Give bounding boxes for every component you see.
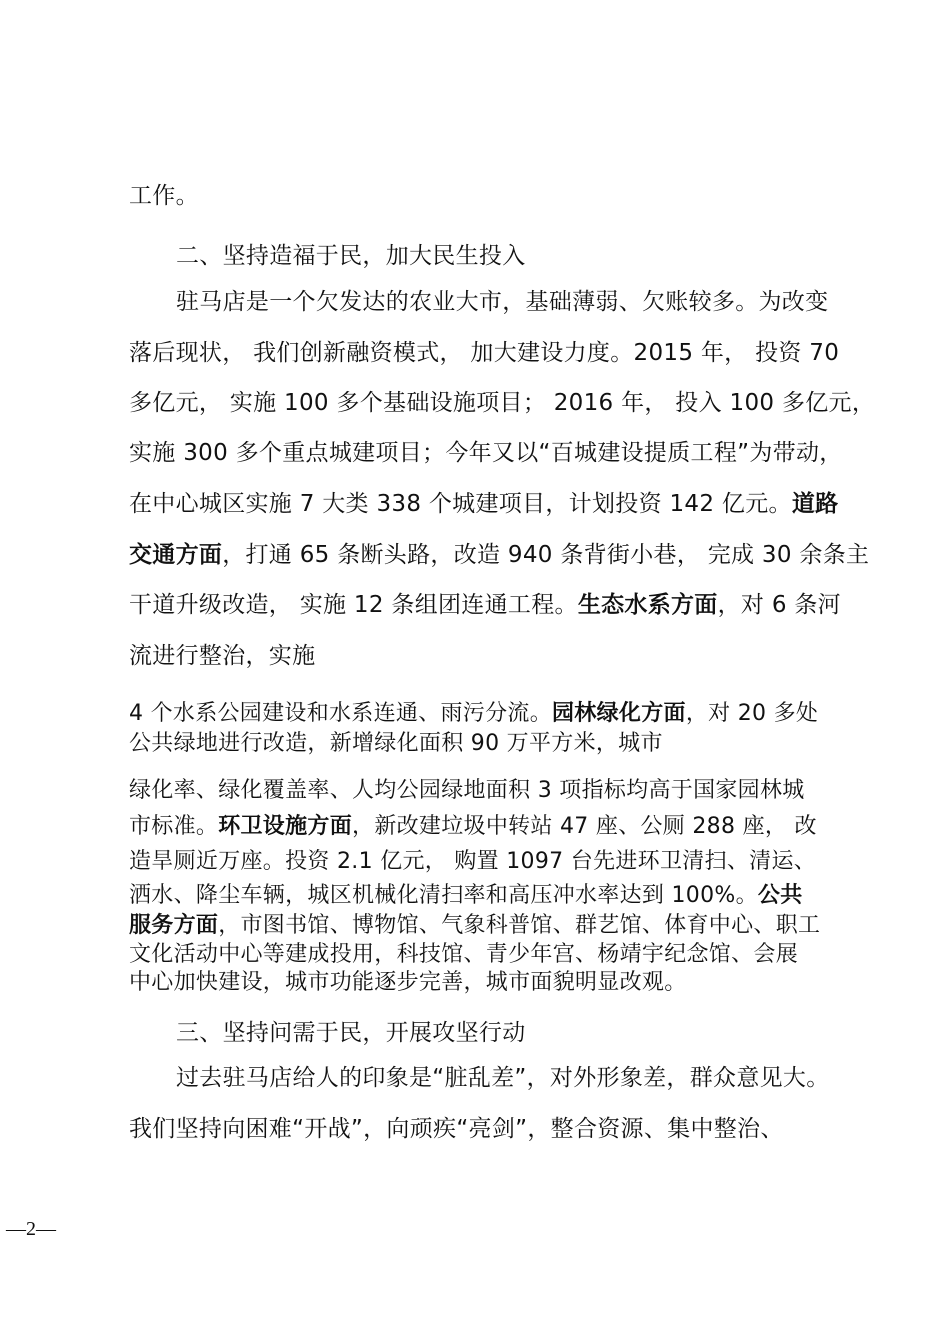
- body-line: 过去驻马店给人的印象是“脏乱差”，对外形象差，群众意见大。: [176, 1065, 830, 1091]
- body-line: 服务方面，市图书馆、博物馆、气象科普馆、群艺馆、体育中心、职工: [129, 913, 821, 938]
- bold-topic: 生态水系方面: [577, 592, 718, 618]
- body-line: 我们坚持向困难“开战”，向顽疾“亮剑”，整合资源、集中整治、: [129, 1116, 784, 1142]
- body-line: 绿化率、绿化覆盖率、人均公园绿地面积 3 项指标均高于国家园林城: [129, 778, 805, 803]
- body-line: 公共绿地进行改造，新增绿化面积 90 万平方米，城市: [129, 731, 663, 756]
- bold-topic: 服务方面: [129, 913, 219, 938]
- body-line: 4 个水系公园建设和水系连通、雨污分流。园林绿化方面，对 20 多处: [129, 701, 819, 726]
- page-number: —2—: [6, 1218, 56, 1240]
- body-line: 交通方面，打通 65 条断头路，改造 940 条背街小巷， 完成 30 余条主: [129, 542, 870, 568]
- body-line: 落后现状， 我们创新融资模式， 加大建设力度。2015 年， 投资 70: [129, 340, 840, 366]
- body-line: 洒水、降尘车辆，城区机械化清扫率和高压冲水率达到 100%。公共: [129, 883, 803, 908]
- body-line: 文化活动中心等建成投用，科技馆、青少年宫、杨靖宇纪念馆、会展: [129, 942, 799, 967]
- body-line: 多亿元， 实施 100 多个基础设施项目； 2016 年， 投入 100 多亿元，: [129, 390, 876, 416]
- body-line: 市标准。环卫设施方面，新改建垃圾中转站 47 座、公厕 288 座， 改: [129, 814, 817, 839]
- bold-topic: 道路: [791, 491, 839, 517]
- bold-topic: 公共: [757, 883, 803, 908]
- body-line: 造旱厕近万座。投资 2.1 亿元， 购置 1097 台先进环卫清扫、清运、: [129, 849, 817, 874]
- body-line: 驻马店是一个欠发达的农业大市，基础薄弱、欠账较多。为改变: [176, 289, 829, 315]
- section-heading: 二、坚持造福于民，加大民生投入: [176, 243, 526, 269]
- body-line: 流进行整治，实施: [129, 643, 316, 669]
- body-line: 在中心城区实施 7 大类 338 个城建项目，计划投资 142 亿元。道路: [129, 491, 839, 517]
- bold-topic: 交通方面: [129, 542, 223, 568]
- bold-topic: 环卫设施方面: [218, 814, 353, 839]
- body-line: 干道升级改造， 实施 12 条组团连通工程。生态水系方面，对 6 条河: [129, 592, 841, 618]
- body-line: 工作。: [129, 183, 199, 209]
- section-heading: 三、坚持问需于民，开展攻坚行动: [176, 1020, 526, 1046]
- bold-topic: 园林绿化方面: [552, 701, 686, 726]
- body-line: 实施 300 多个重点城建项目；今年又以“百城建设提质工程”为带动，: [129, 440, 843, 466]
- body-line: 中心加快建设，城市功能逐步完善，城市面貌明显改观。: [129, 970, 687, 995]
